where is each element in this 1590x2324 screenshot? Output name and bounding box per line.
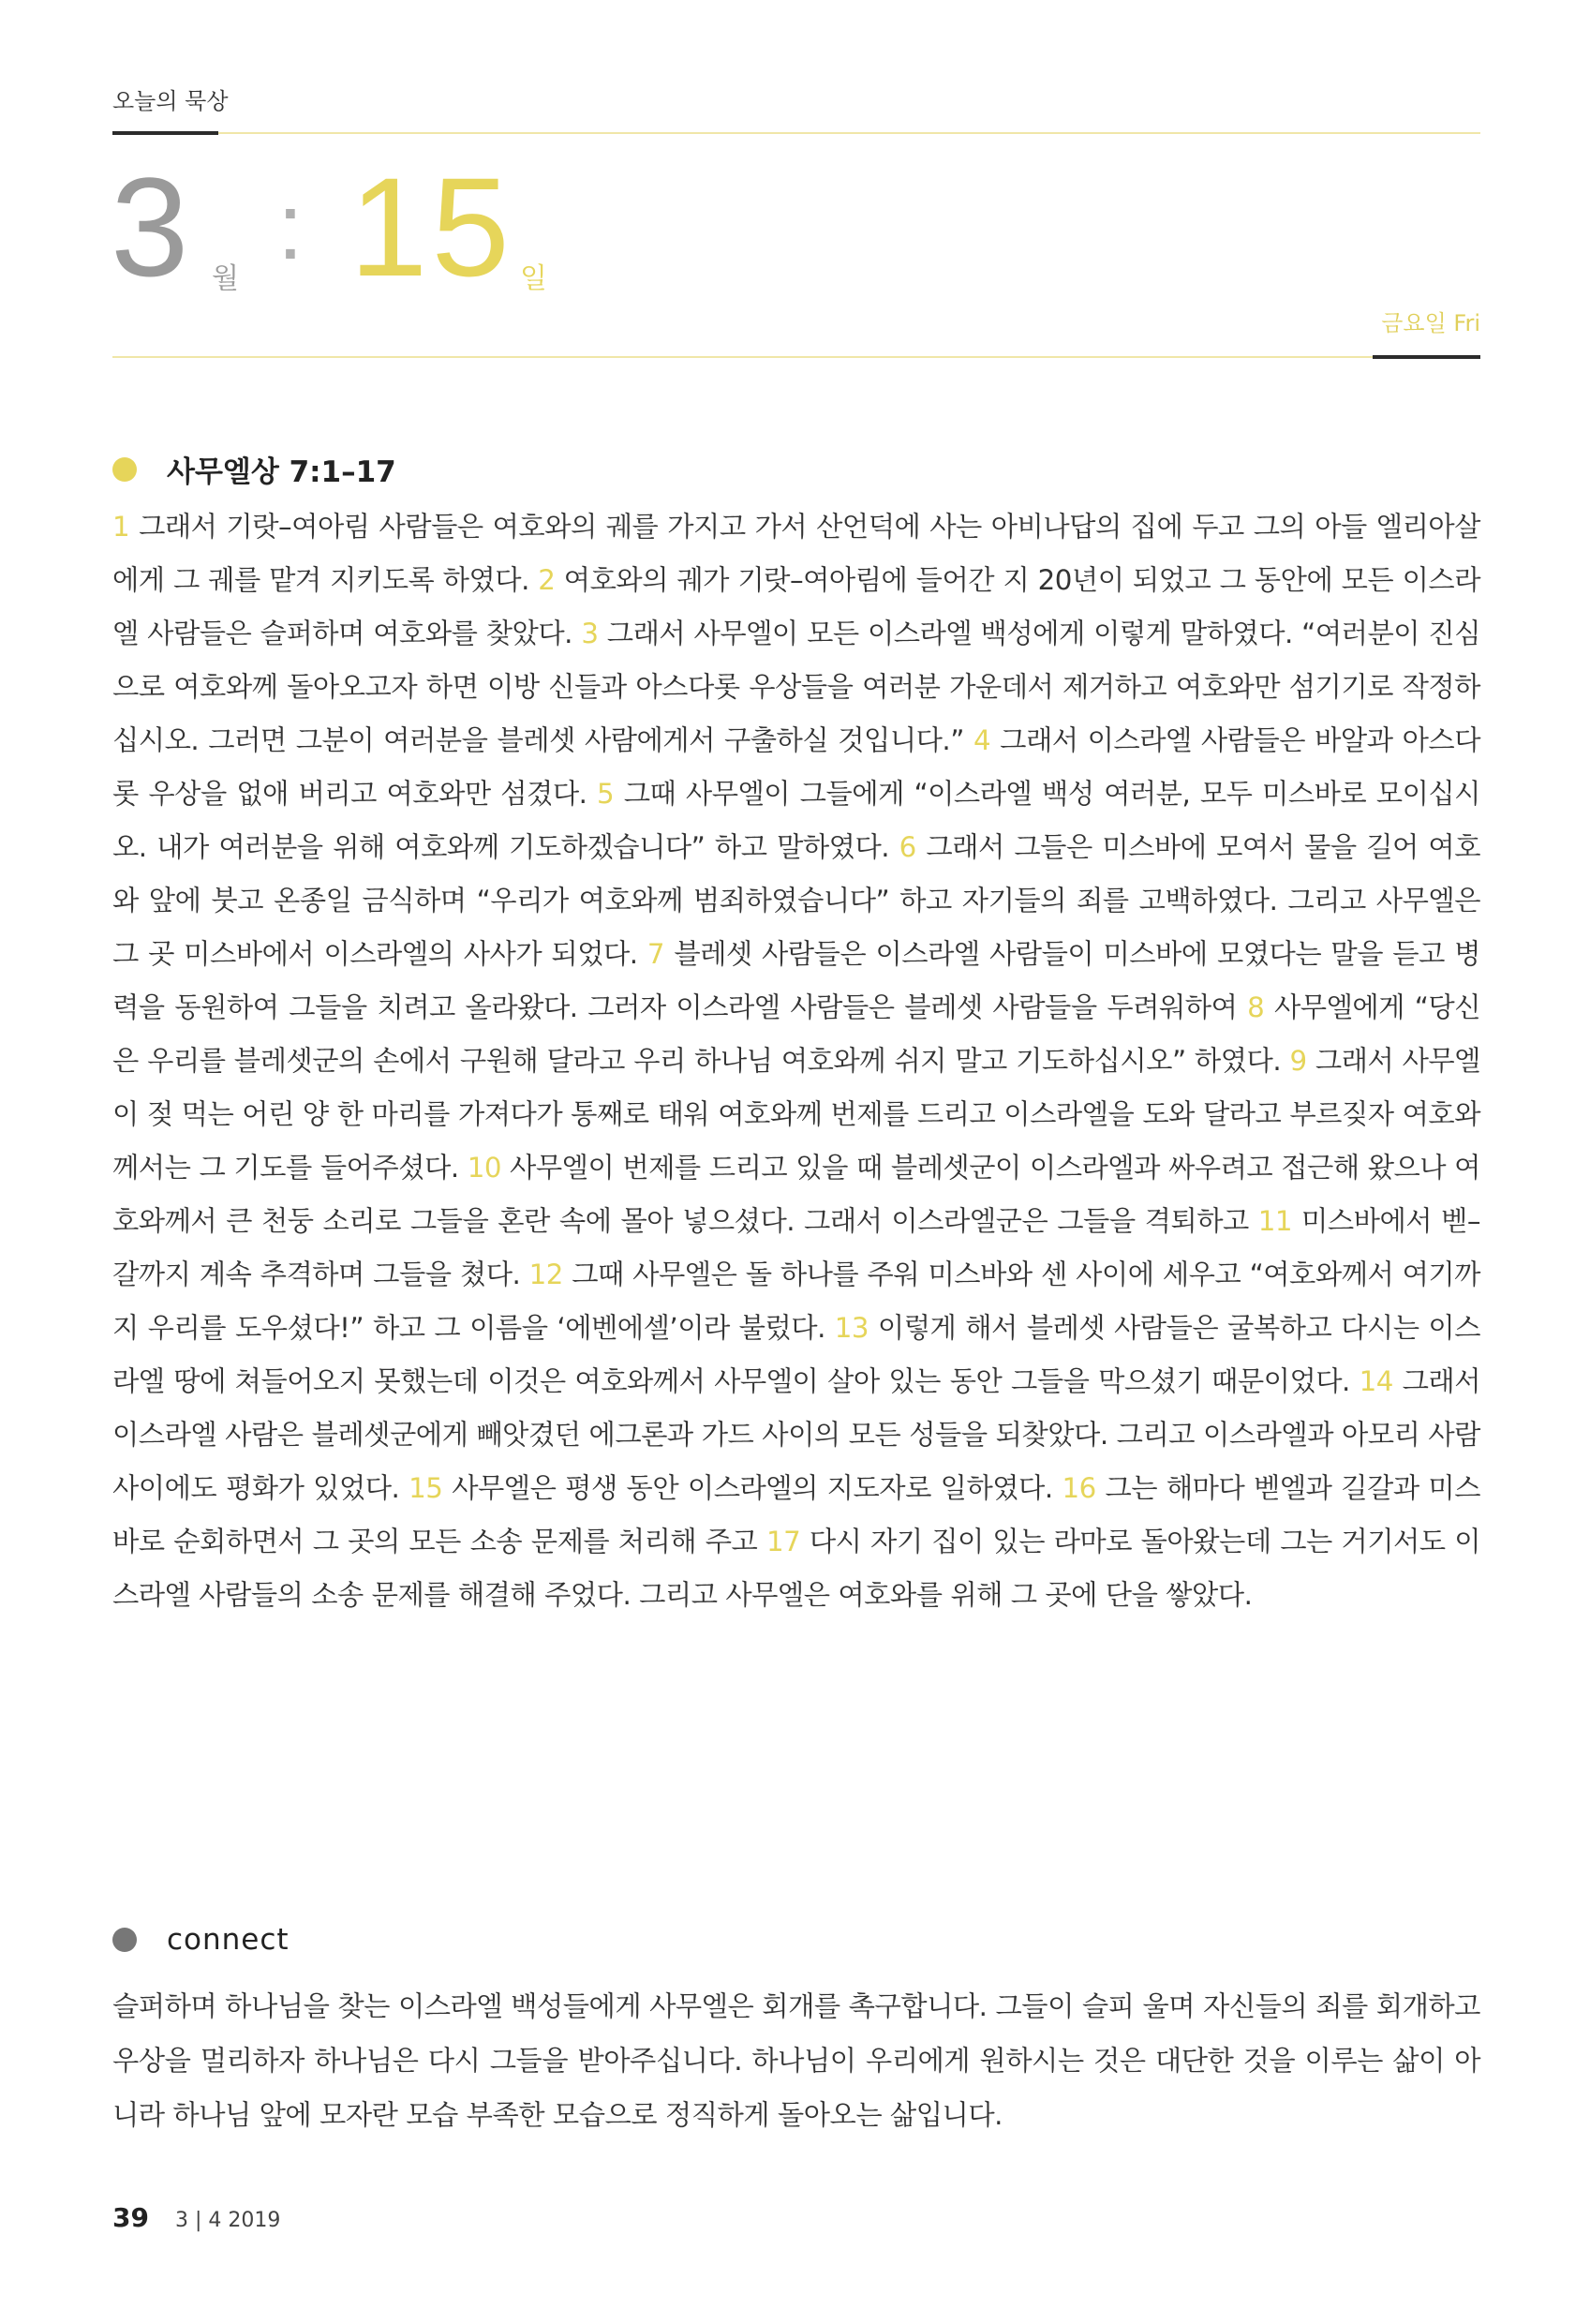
verse-number: 3 bbox=[581, 618, 599, 649]
issue-date: 3 | 4 2019 bbox=[174, 2209, 281, 2232]
header-rule-accent bbox=[112, 131, 218, 135]
verse-number: 8 bbox=[1247, 991, 1265, 1023]
verse-number: 6 bbox=[899, 831, 916, 863]
verse-number: 9 bbox=[1289, 1045, 1307, 1077]
verse-text: 그래서 기랏–여아림 사람들은 여호와의 궤를 가지고 가서 산언덕에 사는 아비나답의 집에 두고 그의 아들 엘리아살에게 그 궤를 맡겨 지키도록 하였다. bbox=[112, 511, 1480, 596]
verse-number: 5 bbox=[597, 778, 615, 810]
page-number: 39 bbox=[112, 2202, 149, 2233]
verse-number: 12 bbox=[528, 1259, 563, 1290]
header-rule bbox=[218, 132, 1480, 134]
verse-text: 그래서 이스라엘 사람은 블레셋군에게 빼앗겼던 에그론과 가드 사이의 모든 성들을 되찾았다. 그리고 이스라엘과 아모리 사람 사이에도 평화가 있었다. bbox=[112, 1365, 1480, 1504]
date-rule-accent bbox=[1373, 355, 1480, 359]
scripture-bullet-icon bbox=[112, 457, 137, 482]
verse-number: 4 bbox=[973, 724, 991, 756]
date-month-unit: 월 bbox=[212, 262, 239, 295]
verse-text: 그래서 그들은 미스바에 모여서 물을 길어 여호와 앞에 붓고 온종일 금식하며 “우리가 여호와께 범죄하였습니다” 하고 자기들의 죄를 고백하였다. 그리고 사무엘은 그 곳 미스바에서 이스라엘의 사사가 되었다. bbox=[112, 831, 1481, 970]
verse-text: 이렇게 해서 블레셋 사람들은 굴복하고 다시는 이스라엘 땅에 쳐들어오지 못했는데 이것은 여호와께서 사무엘이 살아 있는 동안 그들을 막으셨기 때문이었다. bbox=[112, 1312, 1480, 1397]
connect-title: connect bbox=[167, 1923, 290, 1957]
verse-number: 16 bbox=[1062, 1472, 1096, 1504]
section-label: 오늘의 묵상 bbox=[112, 88, 229, 114]
verse-number: 15 bbox=[409, 1472, 443, 1504]
verse-text: 그때 사무엘은 돌 하나를 주워 미스바와 센 사이에 세우고 “여호와께서 여기까지 우리를 도우셨다!” 하고 그 이름을 ‘에벤에셀’이라 불렀다. bbox=[112, 1259, 1480, 1344]
verse-number: 2 bbox=[538, 564, 556, 596]
scripture-text bbox=[112, 500, 1480, 1622]
verse-number: 10 bbox=[467, 1152, 501, 1184]
verse-text: 사무엘에게 “당신은 우리를 블레셋군의 손에서 구원해 달라고 우리 하나님 여호와께 쉬지 말고 기도하십시오” 하였다. bbox=[112, 991, 1480, 1077]
verse-number: 14 bbox=[1359, 1365, 1393, 1397]
scripture-heading bbox=[112, 448, 396, 490]
verse-text: 블레셋 사람들은 이스라엘 사람들이 미스바에 모였다는 말을 듣고 병력을 동원하여 그들을 치려고 올라왔다. 그러자 이스라엘 사람들은 블레셋 사람들을 두려워하여 bbox=[112, 938, 1480, 1023]
verse-number: 1 bbox=[112, 511, 130, 543]
connect-heading bbox=[112, 1923, 290, 1957]
date-day: 15 bbox=[349, 148, 513, 305]
verse-text: 미스바에서 벧–갈까지 계속 추격하며 그들을 쳤다. bbox=[112, 1205, 1480, 1290]
verse-number: 7 bbox=[646, 938, 665, 970]
verse-number: 11 bbox=[1257, 1205, 1293, 1237]
verse-text: 그래서 사무엘이 젖 먹는 어린 양 한 마리를 가져다가 통째로 태워 여호와께 번제를 드리고 이스라엘을 도와 달라고 부르짖자 여호와께서는 그 기도를 들어주셨다. bbox=[112, 1045, 1480, 1184]
date-separator: : bbox=[277, 174, 304, 279]
scripture-reference: 사무엘상 7:1–17 bbox=[167, 455, 396, 489]
date-rule bbox=[112, 356, 1373, 358]
connect-bullet-icon bbox=[112, 1928, 137, 1952]
date-month: 3 bbox=[111, 148, 189, 305]
verse-text: 그때 사무엘이 그들에게 “이스라엘 백성 여러분, 모두 미스바로 모이십시오. 내가 여러분을 위해 여호와께 기도하겠습니다” 하고 말하였다. bbox=[112, 778, 1480, 863]
verse-text: 사무엘이 번제를 드리고 있을 때 블레셋군이 이스라엘과 싸우려고 접근해 왔으나 여호와께서 큰 천둥 소리로 그들을 혼란 속에 몰아 넣으셨다. 그래서 이스라엘군은 그들을 격퇴하고 bbox=[112, 1152, 1480, 1237]
verse-text: 그래서 이스라엘 사람들은 바알과 아스다롯 우상을 없애 버리고 여호와만 섬겼다. bbox=[112, 724, 1480, 810]
weekday-label: 금요일 Fri bbox=[1381, 310, 1480, 336]
verse-text: 그래서 사무엘이 모든 이스라엘 백성에게 이렇게 말하였다. “여러분이 진심으로 여호와께 돌아오고자 하면 이방 신들과 아스다롯 우상들을 여러분 가운데서 제거하고 여호와만 섬기기로 작정하십시오. 그러면 그분이 여러분을 블레셋 사람에게서 구출하실 것입니다.” bbox=[112, 618, 1480, 756]
verse-number: 13 bbox=[834, 1312, 869, 1344]
verse-number: 17 bbox=[765, 1526, 801, 1557]
verse-text: 사무엘은 평생 동안 이스라엘의 지도자로 일하였다. bbox=[442, 1472, 1062, 1504]
verse-text: 여호와의 궤가 기랏–여아림에 들어간 지 20년이 되었고 그 동안에 모든 이스라엘 사람들은 슬퍼하며 여호와를 찾았다. bbox=[112, 564, 1480, 649]
verse-text: 그는 해마다 벧엘과 길갈과 미스바로 순회하면서 그 곳의 모든 소송 문제를 처리해 주고 bbox=[112, 1472, 1480, 1557]
date-day-unit: 일 bbox=[520, 262, 547, 295]
verse-text: 다시 자기 집이 있는 라마로 돌아왔는데 그는 거기서도 이스라엘 사람들의 소송 문제를 해결해 주었다. 그리고 사무엘은 여호와를 위해 그 곳에 단을 쌓았다. bbox=[112, 1526, 1481, 1611]
connect-text: 슬퍼하며 하나님을 찾는 이스라엘 백성들에게 사무엘은 회개를 촉구합니다. 그들이 슬피 울며 자신들의 죄를 회개하고 우상을 멀리하자 하나님은 다시 그들을 받아주십니다. 하나님이 우리에게 원하시는 것은 대단한 것을 이루는 삶이 아니라 하나님 앞에 모자란 모습 부족한 모습으로 정직하게 돌아오는 삶입니다. bbox=[112, 1990, 1480, 2131]
page-footer bbox=[112, 2202, 280, 2233]
